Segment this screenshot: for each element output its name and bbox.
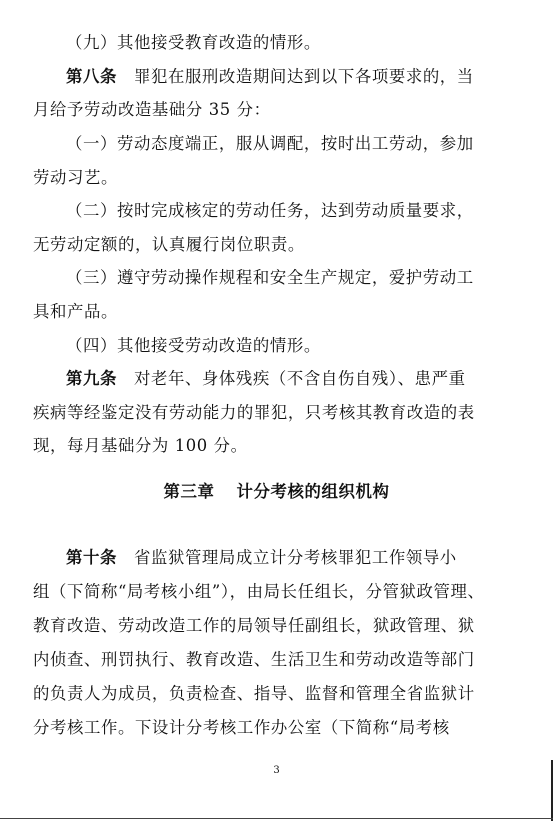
line-text: （九）其他接受教育改造的情形。 xyxy=(66,33,321,52)
line-text: 分考核工作。下设计分考核工作办公室（下简称“局考核 xyxy=(33,718,450,737)
line-text: 月给予劳动改造基础分 35 分： xyxy=(33,100,271,119)
text-line xyxy=(33,650,523,670)
text-line xyxy=(66,268,553,288)
line-text: 教育改造、劳动改造工作的局领导任副组长，狱政管理、狱 xyxy=(33,616,475,635)
text-line xyxy=(33,616,523,636)
line-text: 现，每月基础分为 100 分。 xyxy=(33,436,248,455)
line-text: （四）其他接受劳动改造的情形。 xyxy=(66,336,321,355)
line-text: 具和产品。 xyxy=(33,302,118,321)
text-line xyxy=(33,436,523,456)
line-text: 疾病等经鉴定没有劳动能力的罪犯，只考核其教育改造的表 xyxy=(33,403,475,422)
line-text: （二）按时完成核定的劳动任务，达到劳动质量要求， xyxy=(66,201,474,220)
article-label: 第十条 xyxy=(66,548,117,567)
article-heading-line xyxy=(66,369,553,389)
line-text: （一）劳动态度端正，服从调配，按时出工劳动，参加 xyxy=(66,134,474,153)
line-text: （三）遵守劳动操作规程和安全生产规定，爱护劳动工 xyxy=(66,268,474,287)
line-text: 罪犯在服刑改造期间达到以下各项要求的，当 xyxy=(116,67,474,86)
line-text: 无劳动定额的，认真履行岗位职责。 xyxy=(33,235,305,254)
text-line xyxy=(33,718,523,738)
article-heading-line xyxy=(66,548,553,568)
page-number: 3 xyxy=(273,765,280,776)
text-line xyxy=(33,168,523,188)
text-line xyxy=(33,100,523,120)
text-line xyxy=(33,403,523,423)
text-line xyxy=(33,582,523,602)
chapter-heading xyxy=(0,482,553,502)
text-line xyxy=(66,201,553,221)
line-text: 的负责人为成员，负责检查、指导、监督和管理全省监狱计 xyxy=(33,684,475,703)
text-line xyxy=(66,134,553,154)
text-line xyxy=(33,684,523,704)
text-line xyxy=(66,336,553,356)
line-text: 劳动习艺。 xyxy=(33,168,118,187)
line-text: 内侦查、刑罚执行、教育改造、生活卫生和劳动改造等部门 xyxy=(33,650,475,669)
article-label: 第八条 xyxy=(66,67,117,86)
chapter-number: 第三章 xyxy=(163,482,215,501)
line-text: 对老年、身体残疾（不含自伤自残）、患严重 xyxy=(116,369,466,388)
text-line xyxy=(66,33,553,53)
article-heading-line xyxy=(66,67,553,87)
text-line xyxy=(33,235,523,255)
line-text: 组（下简称“局考核小组”），由局长任组长，分管狱政管理、 xyxy=(33,582,485,601)
chapter-title: 计分考核的组织机构 xyxy=(236,482,390,501)
scan-bottom-line xyxy=(0,818,553,819)
line-text: 省监狱管理局成立计分考核罪犯工作领导小 xyxy=(116,548,457,567)
text-line xyxy=(33,302,523,322)
article-label: 第九条 xyxy=(66,369,117,388)
